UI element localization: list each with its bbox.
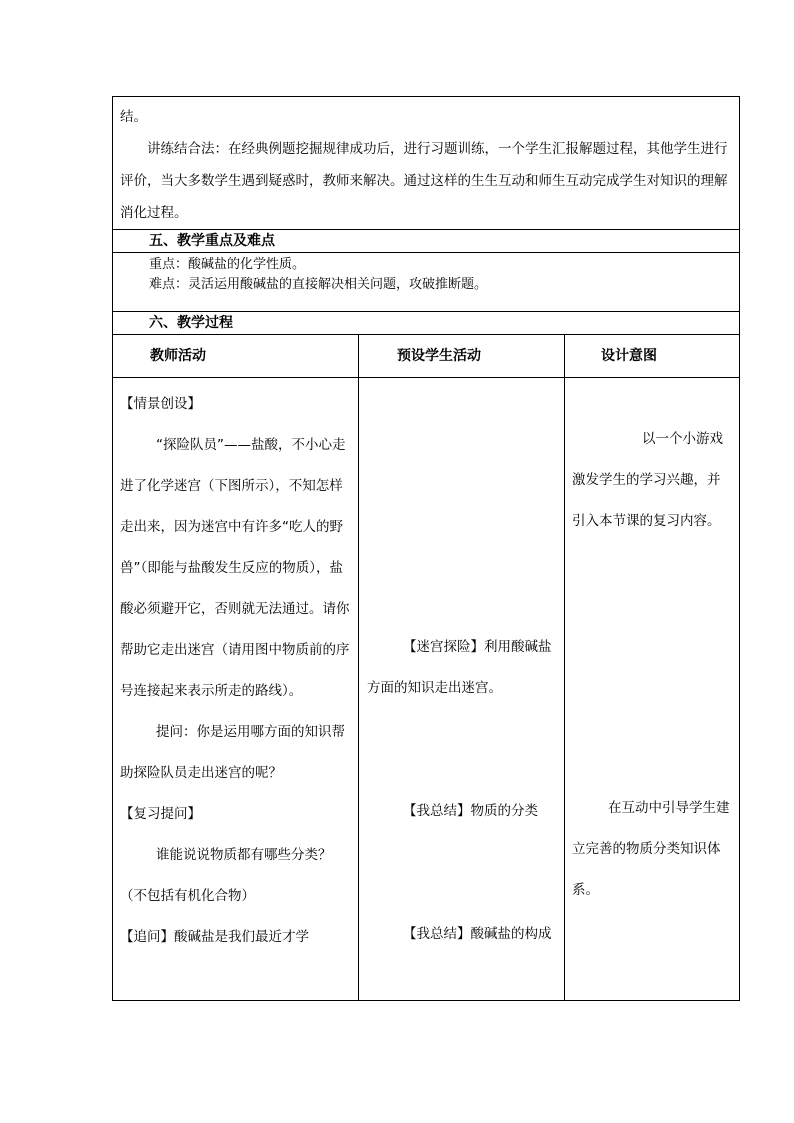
scene-text: “探险队员”——盐酸，不小心走进了化学迷宫（下图所示），不知怎样走出来，因为迷宫中有许多“吃人的野兽”（即能与盐酸发生反应的物质），盐酸必须避开它，否则就无法通过。请你帮助它走出迷宫（请用图中物质前的序号连接起来表示所走的路线）。: [120, 437, 350, 699]
teacher-activity-cell: [113, 378, 359, 1000]
design-intent-cell: [565, 378, 739, 1000]
header-student-activity: 预设学生活动: [359, 335, 565, 377]
table-header-row: [113, 335, 739, 378]
practice-method-text: 讲练结合法：在经典例题挖掘规律成功后，进行习题训练，一个学生汇报解题过程，其他学生进行评价，当大多数学生遇到疑惑时，教师来解决。通过这样的生生互动和师生互动完成学生对知识的理解消化过程。: [120, 141, 728, 221]
difficulty-text: 难点：灵活运用酸碱盐的直接解决相关问题，攻破推断题。: [149, 277, 488, 292]
key-point-text: 重点：酸碱盐的化学性质。: [149, 257, 306, 272]
header-design-intent: 设计意图: [601, 348, 657, 364]
teaching-method-section: [113, 97, 739, 230]
key-points-section: [113, 253, 739, 312]
header-teacher-activity: 教师活动: [113, 335, 359, 377]
student-activity-cell: [359, 378, 565, 1000]
summary-composition-text: 【我总结】酸碱盐的构成: [403, 926, 552, 942]
intent-game-text: 以一个小游戏激发学生的学习兴趣，并引入本节课的复习内容。: [572, 431, 723, 529]
table-row: [113, 378, 739, 1000]
question-text: 提问：你是运用哪方面的知识帮助探险队员走出迷宫的呢？: [120, 724, 345, 781]
maze-activity-text: 【迷宫探险】利用酸碱盐方面的知识走出迷宫。: [367, 639, 552, 696]
section5-title: 五、教学重点及难点: [113, 230, 739, 253]
intent-classification-text: 在互动中引导学生建立完善的物质分类知识体系。: [572, 800, 730, 898]
review-text: 谁能说说物质都有哪些分类？（不包括有机化合物）: [120, 847, 332, 904]
section6-title: 六、教学过程: [113, 312, 739, 335]
followup-text: 【追问】酸碱盐是我们最近才学: [120, 929, 309, 945]
process-table: [113, 335, 739, 1000]
previous-line-end: 结。: [120, 109, 147, 125]
summary-classification-text: 【我总结】物质的分类: [403, 803, 538, 819]
scene-tag: 【情景创设】: [120, 396, 201, 412]
review-tag: 【复习提问】: [120, 806, 201, 822]
lesson-plan-frame: [112, 96, 740, 1001]
